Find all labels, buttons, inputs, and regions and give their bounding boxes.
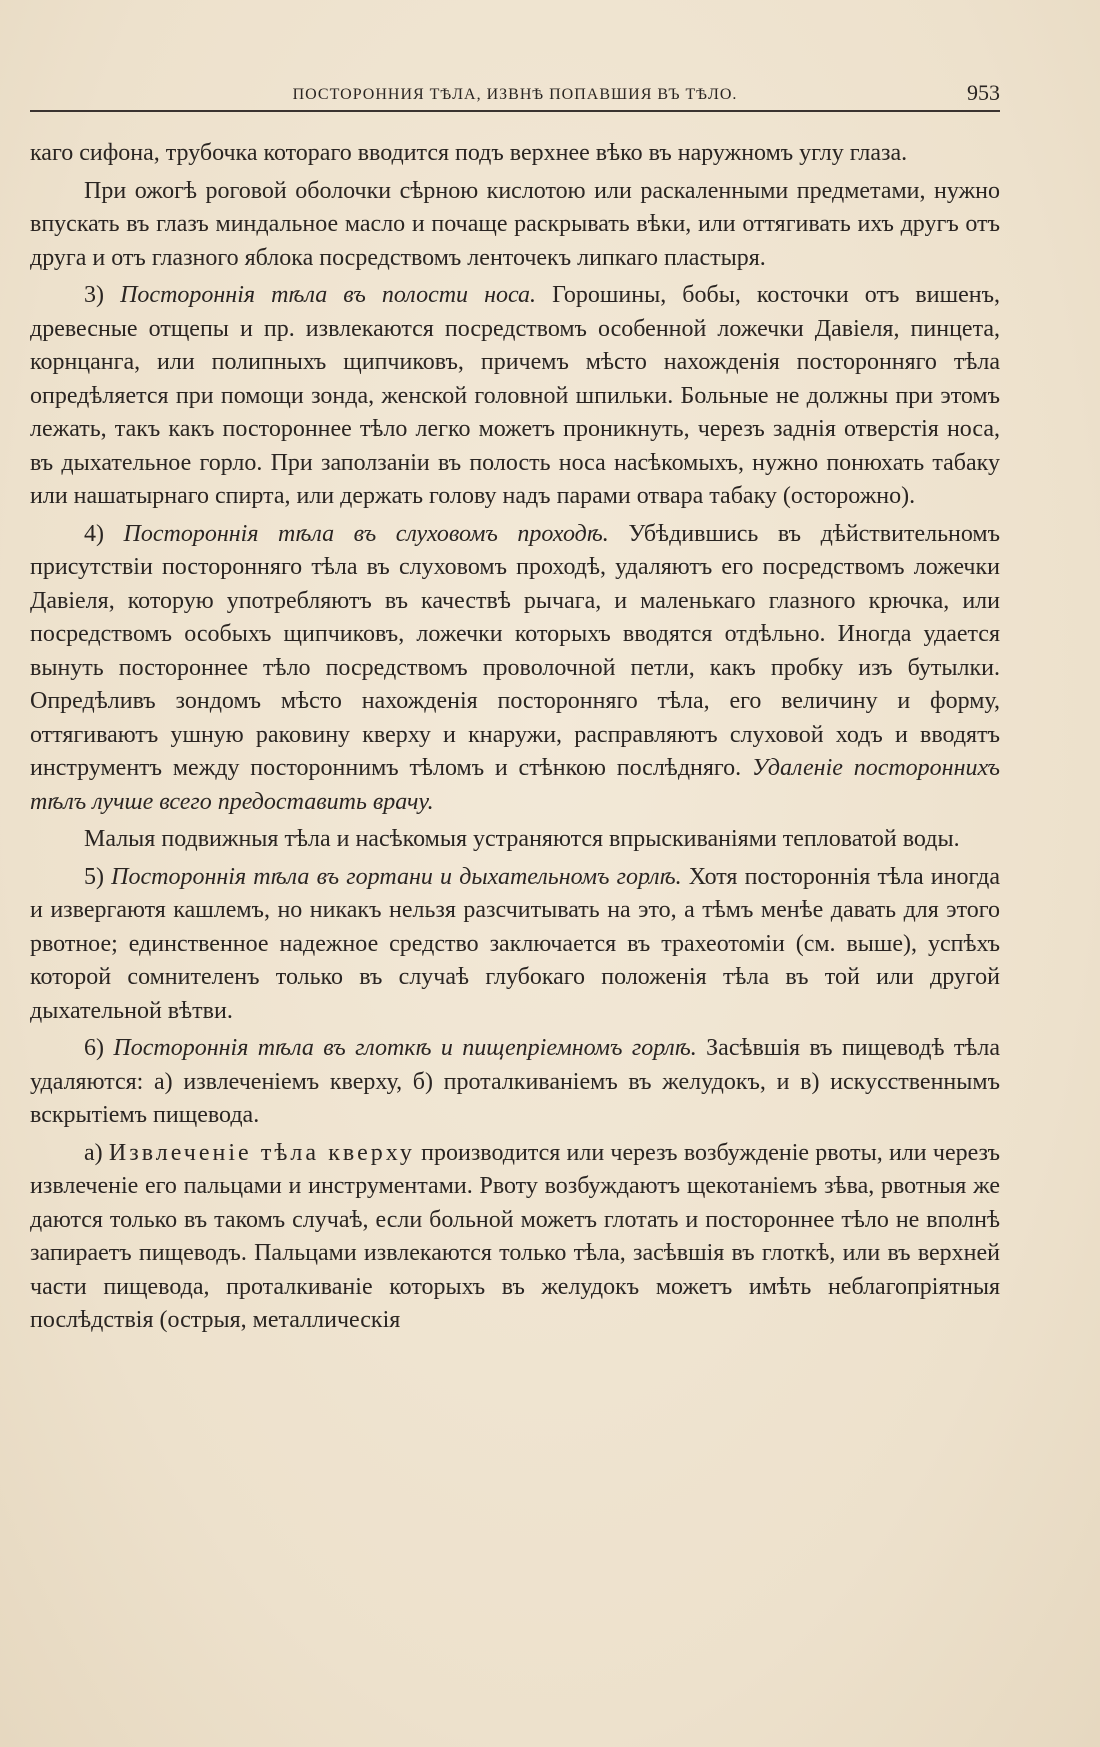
paragraph-text: При ожогѣ роговой оболочки сѣрною кислотою или раскаленными предметами, нужно впускать въ глазъ миндальное масло и почаще раскрывать вѣки, или оттягивать ихъ другъ отъ друга и отъ глазного яблока посредствомъ ленточекъ липкаго пластыря. — [30, 177, 1000, 271]
section-larynx — [30, 861, 1000, 1029]
subsection-title: Извлеченіе тѣла кверху — [108, 1139, 415, 1166]
section-text: Хотя постороннія тѣла иногда и извергаютя кашлемъ, но никакъ нельзя разсчитывать на это, а тѣмъ менѣе давать для этого рвотное; единственное надежное средство заключается въ трахеотоміи (см. выше), успѣхъ которой сомнителенъ только въ случаѣ глубокаго положенія тѣла въ той или другой дыхательной вѣтви. — [30, 863, 1000, 1024]
page-number: 953 — [967, 80, 1000, 105]
body-text — [30, 137, 1000, 1342]
paragraph-insects — [30, 823, 1000, 857]
paragraph-eye-burn — [30, 175, 1000, 276]
section-title: Постороннія тѣла въ гортани и дыхательномъ горлѣ. — [111, 863, 682, 890]
section-text: Засѣвшія въ пищеводѣ тѣла удаляются: а) извлеченіемъ кверху, б) проталкиваніемъ въ желудокъ, и в) искусственнымъ вскрытіемъ пищевода. — [30, 1035, 1001, 1128]
section-title: Постороннія тѣла въ полости носа. — [120, 282, 537, 308]
section-text: Убѣдившись въ дѣйствительномъ присутствіи посторонняго тѣла въ слуховомъ проходѣ, удаляютъ его посредствомъ ложечки Давіеля, которую употребляютъ въ качествѣ рычага, и маленькаго глазного крючка, или посредствомъ особыхъ щипчиковъ, ложечки которыхъ вводятся отдѣльно. Иногда удается вынуть постороннее тѣло посредствомъ проволочной петли, какъ пробку изъ бутылки. Опредѣливъ зондомъ мѣсто нахожденія посторонняго тѣла, его величину и форму, оттягиваютъ ушную раковину кверху и кнаружи, расправляютъ слуховой ходъ и вводятъ инструментъ между постороннимъ тѣломъ и стѣнкою послѣдняго. — [30, 520, 1001, 781]
page-header — [30, 80, 1000, 112]
running-title: ПОСТОРОННИЯ ТѢЛА, ИЗВНѢ ПОПАВШИЯ ВЪ ТѢЛО. — [292, 86, 738, 103]
section-number: 6) — [84, 1035, 104, 1061]
section-number: 5) — [84, 863, 104, 890]
section-nose — [30, 279, 1000, 514]
paragraph-text: каго сифона, трубочка котораго вводится подъ верхнее вѣко въ наружномъ углу глаза. — [30, 140, 908, 166]
section-pharynx — [30, 1032, 1000, 1133]
section-number: 3) — [84, 282, 104, 308]
section-title: Постороннія тѣла въ глоткѣ и пищепріемномъ горлѣ. — [113, 1035, 697, 1061]
subsection-extraction — [30, 1137, 1000, 1338]
section-ear — [30, 518, 1000, 820]
section-text: Горошины, бобы, косточки отъ вишенъ, древесные отщепы и пр. извлекаются посредствомъ особенной ложечки Давіеля, пинцета, корнцанга, или полипныхъ щипчиковъ, причемъ мѣсто нахожденія посторонняго тѣла опредѣляется при помощи зонда, женской головной шпильки. Больные не должны при этомъ лежать, такъ какъ постороннее тѣло легко можетъ проникнуть, черезъ заднія отверстія носа, въ дыхательное горло. При заползаніи въ полость носа насѣкомыхъ, нужно понюхать табаку или нашатырнаго спирта, или держать голову надъ парами отвара табаку (осторожно). — [30, 282, 1000, 509]
section-title: Постороннія тѣла въ слуховомъ проходѣ. — [123, 520, 609, 547]
subsection-text: производится или черезъ возбужденіе рвоты, или черезъ извлеченіе его пальцами и инструментами. Рвоту возбуждаютъ щекотаніемъ зѣва, рвотныя же даются только въ такомъ случаѣ, если больной можетъ глотать и постороннее тѣло не вполнѣ запираетъ пищеводъ. Пальцами извлекаются только тѣла, засѣвшія въ глоткѣ, или въ верхней части пищевода, проталкиваніе которыхъ въ желудокъ можетъ имѣть неблагопріятныя послѣдствія (острыя, металлическія — [30, 1139, 1001, 1333]
paragraph-text: Малыя подвижныя тѣла и насѣкомыя устраняются впрыскиваніями тепловатой воды. — [84, 826, 960, 852]
section-number: 4) — [84, 520, 104, 547]
section-advice: Удаленіе постороннихъ тѣлъ лучше всего предоставить врачу. — [30, 755, 1001, 815]
paragraph-continuation — [30, 137, 1000, 171]
subsection-number: а) — [84, 1139, 103, 1166]
